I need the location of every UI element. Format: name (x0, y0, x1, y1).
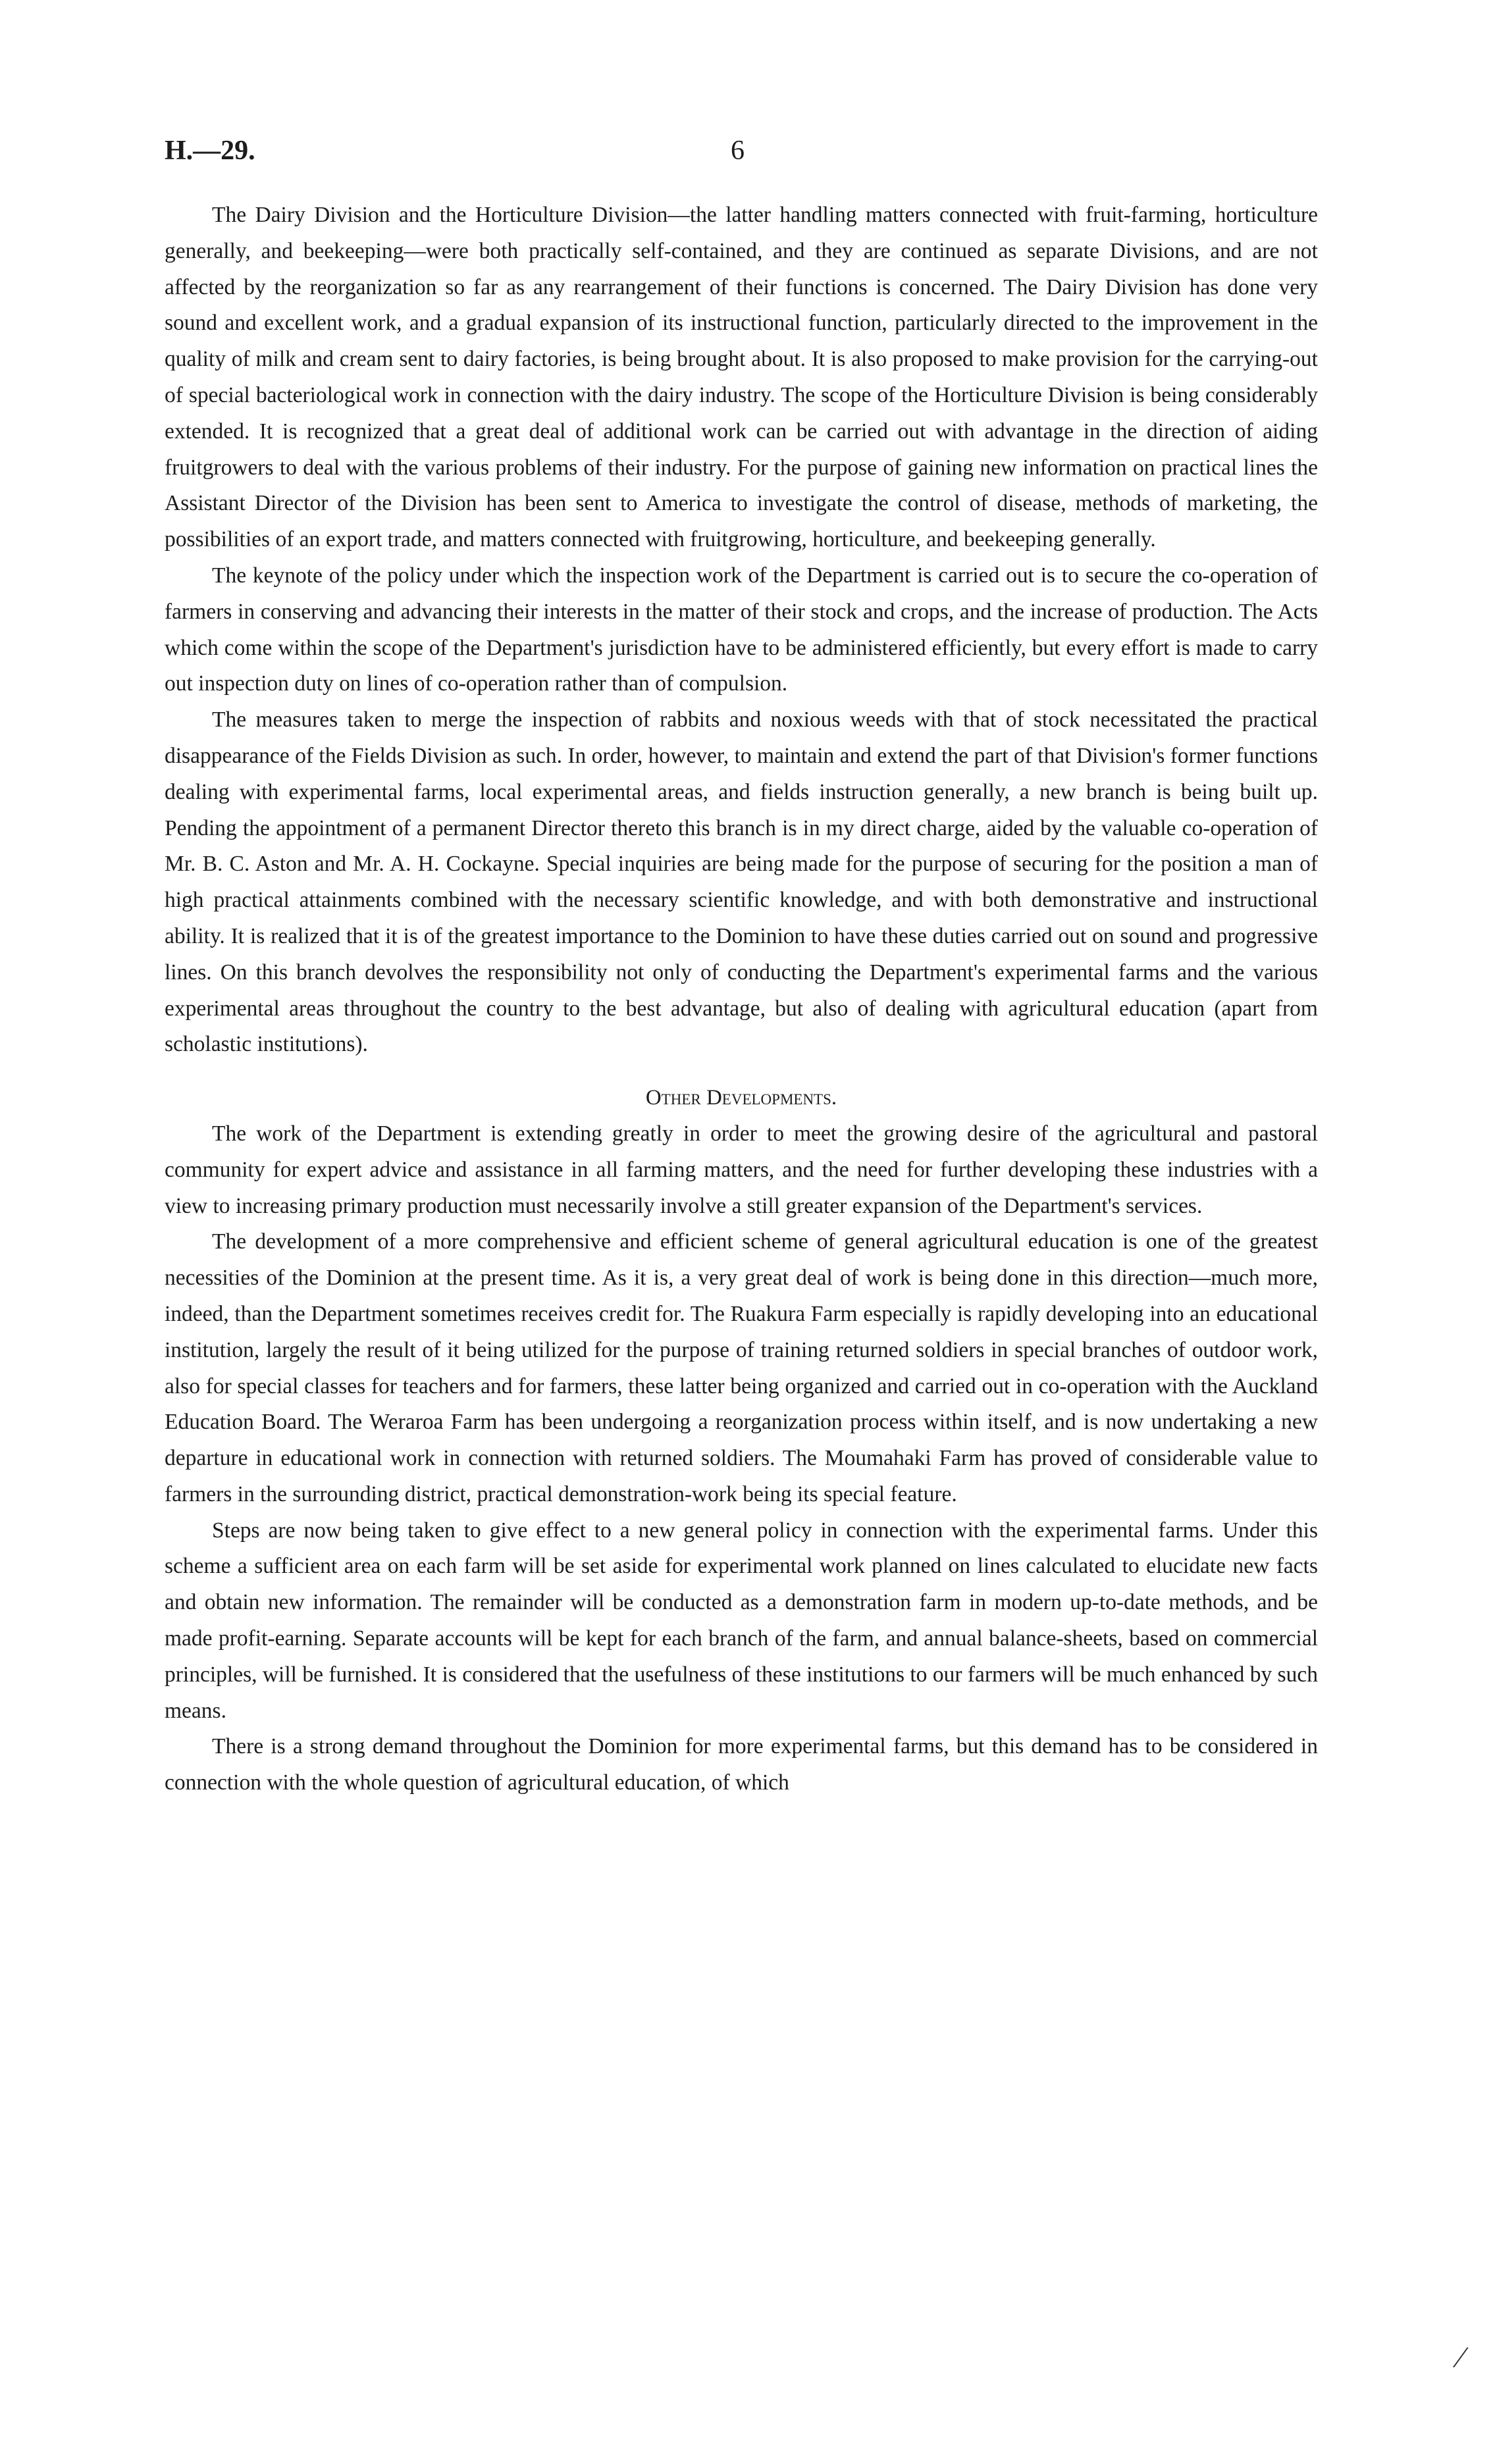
page-header (165, 135, 1323, 174)
section-heading: Other Developments. (645, 1086, 837, 1110)
paragraph-experimental-farms-demand: There is a strong demand throughout the Dominion for more experimental farms, but this demand has to be considered in connection with the whole question of agricultural education, of which (165, 1734, 1318, 1795)
body-text (165, 197, 1318, 1801)
paragraph-department-work: The work of the Department is extending greatly in order to meet the growing desire of the agricultural and pastoral community for expert advice and assistance in all farming matters, and the need for further developing these industries with a view to increasing primary production must necessarily involve a still greater expansion of the Department's services. (165, 1121, 1318, 1218)
paragraph-agricultural-education: The development of a more comprehensive and efficient scheme of general agricultural education is one of the greatest necessities of the Dominion at the present time. As it is, a very great deal of work is being done in this direction—much more, indeed, than the Department sometimes receives credit for. The Ruakura Farm especially is rapidly developing into an educational institution, largely the result of it being utilized for the purpose of training returned soldiers in special branches of outdoor work, also for special classes for teachers and for farmers, these latter being organized and carried out in co-operation with the Auckland Education Board. The Weraroa Farm has been undergoing a reorganization process within itself, and is now undertaking a new departure in educational work in connection with returned soldiers. The Moumahaki Farm has proved of considerable value to farmers in the surrounding district, practical demonstration-work being its special feature. (165, 1229, 1318, 1506)
paragraph-fields-division: The measures taken to merge the inspection of rabbits and noxious weeds with that of stock necessitated the practical disappearance of the Fields Division as such. In order, however, to maintain and extend the part of that Division's former functions dealing with experimental farms, local experimental areas, and fields instruction generally, a new branch is being built up. Pending the appointment of a permanent Director thereto this branch is in my direct charge, aided by the valuable co-operation of Mr. B. C. Aston and Mr. A. H. Cockayne. Special inquiries are being made for the purpose of securing for the position a man of high practical attainments combined with the necessary scientific knowledge, and with both demonstrative and instructional ability. It is realized that it is of the greatest importance to the Dominion to have these duties carried out on sound and progressive lines. On this branch devolves the responsibility not only of conducting the Department's experimental farms and the various experimental areas throughout the country to the best advantage, but also of dealing with agricultural education (apart from scholastic institutions). (165, 707, 1318, 1057)
page-number: 6 (731, 136, 745, 166)
paragraph-inspection-policy: The keynote of the policy under which the inspection work of the Department is carried out is to secure the co-operation of farmers in conserving and advancing their interests in the matter of their stock and crops, and the increase of production. The Acts which come within the scope of the Department's jurisdiction have to be administered efficiently, but every effort is made to carry out inspection duty on lines of co-operation rather than of compulsion. (165, 563, 1318, 696)
scan-mark: ⁄ (1458, 2340, 1463, 2374)
paragraph-dairy-horticulture: The Dairy Division and the Horticulture Division—the latter handling matters connected with fruit-farming, horticulture generally, and beekeeping—were both practically self-contained, and they are continued as separate Divisions, and are not affected by the reorganization so far as any rearrangement of their functions is concerned. The Dairy Division has done very sound and excellent work, and a gradual expansion of its instructional function, particularly directed to the improvement in the quality of milk and cream sent to dairy factories, is being brought about. It is also proposed to make provision for the carrying-out of special bacteriological work in connection with the dairy industry. The scope of the Horticulture Division is being considerably extended. It is recognized that a great deal of additional work can be carried out with advantage in the direction of aiding fruitgrowers to deal with the various problems of their industry. For the purpose of gaining new information on practical lines the Assistant Director of the Division has been sent to America to investigate the control of disease, methods of marketing, the possibilities of an export trade, and matters connected with fruitgrowing, horticulture, and beekeeping generally. (165, 203, 1318, 552)
paragraph-experimental-farms-policy: Steps are now being taken to give effect to a new general policy in connection with the experimental farms. Under this scheme a sufficient area on each farm will be set aside for experimental work planned on lines calculated to elucidate new facts and obtain new information. The remainder will be conducted as a demonstration farm in modern up-to-date methods, and be made profit-earning. Separate accounts will be kept for each branch of the farm, and annual balance-sheets, based on commercial principles, will be furnished. It is considered that the usefulness of these institutions to our farmers will be much enhanced by such means. (165, 1518, 1318, 1723)
document-reference: H.—29. (165, 136, 255, 166)
